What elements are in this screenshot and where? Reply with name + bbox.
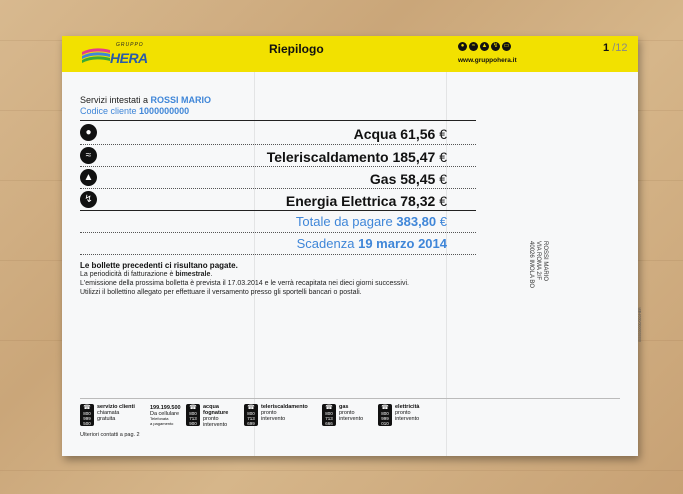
website-link[interactable]: www.gruppohera.it	[458, 57, 517, 64]
address-city: 40026 IMOLA BO	[528, 241, 534, 289]
service-icons	[458, 42, 511, 51]
item-currency: €	[439, 193, 447, 209]
total-row	[296, 214, 447, 229]
total-label: Totale da pagare	[295, 214, 393, 229]
divider	[80, 188, 476, 189]
contact-label: elettricità	[395, 404, 420, 410]
notes-periodicity-end: .	[210, 271, 213, 278]
waste-icon: ▭	[503, 43, 510, 49]
notes-periodicity-value: bimestrale	[175, 271, 211, 278]
contact-sub: intervento	[261, 416, 286, 422]
phone-number-part: 900	[189, 421, 197, 426]
phone-number-part: 500	[83, 421, 91, 426]
item-currency: €	[439, 126, 447, 142]
item-district-heating	[267, 149, 447, 165]
phone-number-part: 800	[325, 411, 333, 416]
notes-next-bill: L'emissione della prossima bolletta è prevista il 17.03.2014 e le verrà recapitata nei dieci giorni successivi.	[80, 280, 409, 287]
contact-label: gas	[339, 404, 349, 410]
phone-number-part: 713	[247, 416, 255, 421]
more-contacts: Ulteriori contatti a pag. 2	[80, 432, 140, 438]
notes-payment: Utilizzi il bollettino allegato per effettuare il versamento presso gli sportelli bancari o postali.	[80, 289, 362, 296]
item-electricity	[286, 193, 447, 209]
due-date: 19 marzo 2014	[358, 236, 447, 251]
item-label: Energia Elettrica	[285, 193, 397, 209]
phone-number-part: 800	[189, 411, 197, 416]
contact-sub: chiamata	[97, 410, 120, 416]
due-label: Scadenza	[296, 236, 355, 251]
electricity-icon: ↯	[80, 191, 97, 208]
item-amount: 78,32	[400, 193, 436, 209]
item-amount: 58,45	[400, 171, 436, 187]
logo-group-text: GRUPPO	[116, 42, 144, 48]
address-street: VIA ROMA 2/F	[535, 241, 541, 281]
item-label: Acqua	[353, 126, 397, 142]
customer-name: ROSSI MARIO	[150, 95, 212, 105]
phone-number-part: 666	[325, 421, 333, 426]
bill-sheet	[62, 36, 642, 456]
footer-divider	[80, 398, 620, 399]
district-heating-icon: ≈	[469, 42, 478, 51]
item-label: Teleriscaldamento	[266, 149, 389, 165]
electricity-icon: ↯	[492, 43, 499, 49]
gas-icon: ▲	[80, 169, 97, 186]
phone-number-part: 713	[189, 416, 197, 421]
contact-label: fognature	[203, 410, 229, 416]
notes-periodicity-text: La periodicità di fatturazione è	[80, 271, 174, 278]
mobile-note: a pagamento	[150, 420, 174, 426]
contact-sub: pronto	[395, 410, 411, 416]
contact-label: teleriscaldamento	[261, 404, 308, 410]
header-bar	[62, 36, 638, 72]
district-heating-icon: ≈	[80, 147, 97, 164]
divider	[80, 166, 476, 167]
item-water	[354, 126, 447, 142]
phone-number-part: 800	[247, 411, 255, 416]
contact-sub: intervento	[339, 416, 364, 422]
phone-number-part: 999	[83, 416, 91, 421]
contact-customer-service	[80, 404, 135, 426]
page-title: Riepilogo	[269, 42, 324, 56]
hera-logo	[80, 42, 160, 68]
customer-line	[80, 95, 211, 105]
water-icon: ●	[458, 42, 467, 51]
divider	[80, 120, 476, 121]
contact-sub: intervento	[395, 416, 420, 422]
contact-sub: intervento	[203, 422, 228, 428]
page-total: /12	[612, 42, 628, 54]
divider	[80, 232, 476, 233]
fold-line	[254, 36, 255, 456]
phone-number-part: 800	[83, 411, 91, 416]
divider	[80, 144, 476, 145]
phone-number-part: 800	[381, 411, 389, 416]
page-current: 1	[603, 42, 610, 54]
customer-code: 1000000000	[139, 106, 190, 116]
page-number	[603, 42, 627, 54]
logo-name-text: HERA	[110, 50, 148, 66]
item-currency: €	[439, 149, 447, 165]
contact-sub: pronto	[203, 416, 219, 422]
recipient-address	[498, 241, 548, 321]
contact-electricity	[378, 404, 419, 426]
phone-icon: ☎ 800 713 699	[244, 404, 258, 426]
mobile-label: Da cellulare	[150, 411, 180, 417]
mobile-number: 199.199.500	[150, 405, 181, 411]
contact-sub: gratuita	[97, 416, 116, 422]
phone-icon: ☎ 800 999 500	[80, 404, 94, 426]
phone-number-part: 010	[381, 421, 389, 426]
item-label: Gas	[369, 171, 397, 187]
item-amount: 61,56	[400, 126, 436, 142]
divider	[80, 210, 476, 211]
contact-water	[186, 404, 228, 428]
notes-head: Le bollette precedenti ci risultano pagate.	[80, 261, 238, 270]
total-amount: 383,80	[396, 214, 437, 229]
contact-label: servizio clienti	[97, 404, 135, 410]
phone-icon: ☎ 800 713 900	[186, 404, 200, 426]
water-icon: ●	[80, 124, 97, 141]
total-currency: €	[439, 214, 447, 229]
contact-sub: pronto	[261, 410, 277, 416]
contact-district-heating	[244, 404, 308, 426]
divider	[80, 254, 476, 255]
phone-icon: ☎ 800 999 010	[378, 404, 392, 426]
hera-logo-mark-icon	[80, 44, 112, 66]
billing-notes	[80, 261, 420, 297]
phone-icon: ☎ 800 713 666	[322, 404, 336, 426]
services-label: Servizi intestati a	[80, 95, 149, 105]
gas-icon: ▲	[481, 43, 488, 49]
contact-gas	[322, 404, 363, 426]
item-amount: 185,47	[392, 149, 436, 165]
customer-code-line	[80, 106, 189, 116]
item-gas	[370, 171, 447, 187]
phone-number-part: 699	[247, 421, 255, 426]
notes-periodicity	[80, 270, 420, 279]
address-name: ROSSI MARIO	[542, 241, 548, 282]
phone-number-part: 999	[381, 416, 389, 421]
barcode-code: 0000000000/000/HER	[638, 307, 642, 342]
due-row	[297, 236, 447, 251]
code-label: Codice cliente	[80, 106, 137, 116]
item-currency: €	[439, 171, 447, 187]
phone-number-part: 713	[325, 416, 333, 421]
contact-mobile	[150, 405, 181, 426]
mobile-note: Telefonata	[150, 416, 169, 421]
contact-sub: pronto	[339, 410, 355, 416]
contact-label: acqua	[203, 404, 219, 410]
